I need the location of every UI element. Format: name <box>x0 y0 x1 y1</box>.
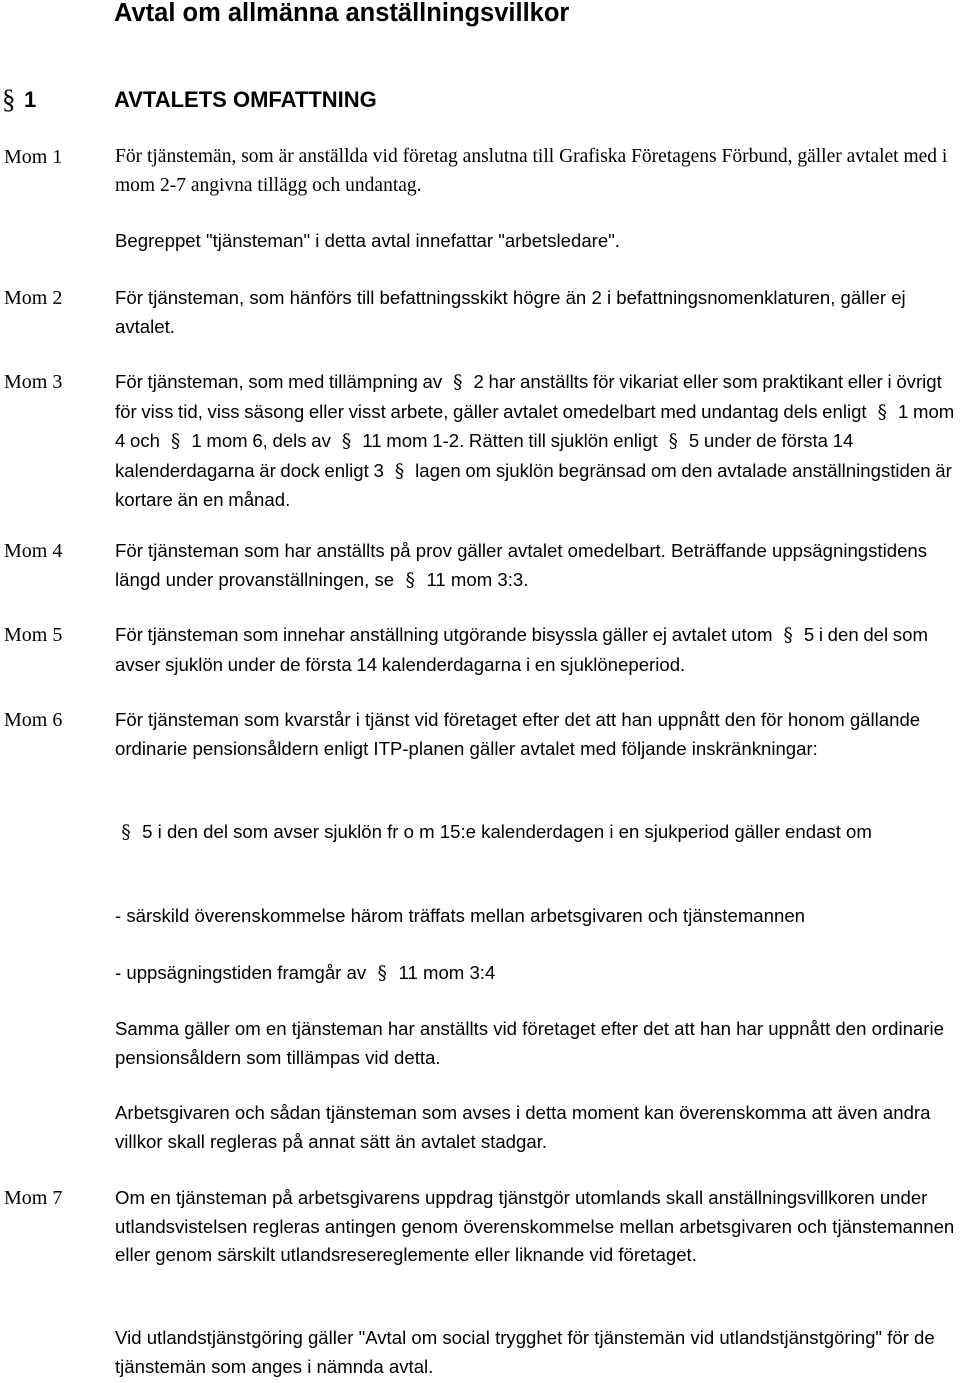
paragraph: För tjänstemän, som är anställda vid företag anslutna till Grafiska Företagens Förbund, gäller avtalet med i mom 2-7 angivna tillägg och undantag. <box>115 146 948 196</box>
paragraph: Samma gäller om en tjänsteman har anställts vid företaget efter det att han har uppnått den ordinarie pensionsåldern som tillämpas vid detta. <box>115 1018 944 1068</box>
paragraph: För tjänsteman, som med tillämpning av § 2 har anställts för vikariat eller som praktikant eller i övrigt för viss tid, viss säsong eller visst arbete, gäller avtalet omedelbart med undantag dels enligt § 1 mom 4 och § 1 mom 6, dels av § 11 mom 1-2. Rätten till sjuklön enligt § 5 under de första 14 kalenderdagarna är dock enligt 3 § lagen om sjuklön begränsad om den avtalade anställningstiden är kortare än en månad. <box>115 371 955 510</box>
paragraph-sign: § <box>341 431 352 452</box>
paragraph: För tjänsteman som kvarstår i tjänst vid företaget efter det att han uppnått den för honom gällande ordinarie pensionsåldern enligt ITP-planen gäller avtalet med följande inskränkningar: <box>115 709 921 759</box>
mom-label: Mom 6 <box>4 709 63 731</box>
paragraph-sign: § <box>877 401 887 423</box>
paragraph: - uppsägningstiden framgår av § 11 mom 3:4 <box>115 959 960 989</box>
paragraph: Vid utlandstjänstgöring gäller "Avtal om social trygghet för tjänstemän vid utlandstjänstgöring" för de tjänstemän som anges i nämnda avtal. <box>115 1327 935 1377</box>
paragraph-sign: § <box>121 822 131 843</box>
section-mark: § <box>2 84 16 114</box>
page-title: Avtal om allmänna anställningsvillkor <box>114 0 570 27</box>
paragraph: För tjänsteman som har anställts på prov gäller avtalet omedelbart. Beträffande uppsägningstidens längd under provanställningen, se § 11 mom 3:3. <box>115 537 960 595</box>
mom-label: Mom 3 <box>4 371 63 393</box>
paragraph-sign: § <box>377 963 387 984</box>
paragraph-sign: § <box>668 431 678 452</box>
paragraph: Om en tjänsteman på arbetsgivarens uppdrag tjänstgör utomlands skall anställningsvillkoren under utlandsvistelsen regleras antingen genom överenskommelse mellan arbetsgivaren och tjänstemannen eller genom särskilt utlandsresereglemente eller liknande vid företaget. <box>115 1187 955 1265</box>
paragraph: För tjänsteman, som hänförs till befattningsskikt högre än 2 i befattningsnomenklaturen, gäller ej avtalet. <box>115 287 906 337</box>
paragraph: Begreppet "tjänsteman" i detta avtal innefattar "arbetsledare". <box>115 230 620 251</box>
mom-label: Mom 7 <box>4 1187 63 1209</box>
paragraph-sign: § <box>783 625 793 646</box>
paragraph: För tjänsteman som innehar anställning utgörande bisyssla gäller ej avtalet utom § 5 i den del som avser sjuklön under de första 14 kalenderdagarna i en sjuklöneperiod. <box>115 624 928 675</box>
mom-label: Mom 1 <box>4 146 63 168</box>
mom-label: Mom 5 <box>4 624 63 646</box>
mom-label: Mom 4 <box>4 540 63 562</box>
paragraph-sign: § <box>171 431 181 452</box>
paragraph-sign: § <box>405 569 415 591</box>
paragraph-sign: § <box>453 372 463 393</box>
paragraph: - särskild överenskommelse härom träffats mellan arbetsgivaren och tjänstemannen <box>115 905 806 926</box>
paragraph-sign: § <box>394 460 405 482</box>
paragraph: § 5 i den del som avser sjuklön fr o m 15:e kalenderdagen i en sjukperiod gäller endast om <box>115 818 960 848</box>
section-number: 1 <box>24 87 37 112</box>
mom-label: Mom 2 <box>4 287 63 309</box>
paragraph: Arbetsgivaren och sådan tjänsteman som avses i detta moment kan överenskomma att även andra villkor skall regleras på annat sätt än avtalet stadgar. <box>115 1102 931 1152</box>
section-title: AVTALETS OMFATTNING <box>114 87 377 112</box>
